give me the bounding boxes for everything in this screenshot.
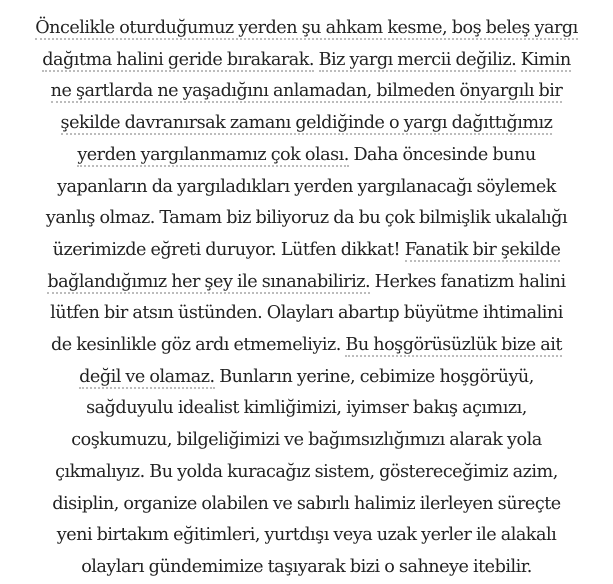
text-line xyxy=(2,489,611,521)
text-line xyxy=(2,298,611,330)
text-line xyxy=(2,362,611,394)
text-segment: yapanların da yargıladıkları yerden yargılanacağı söylemek xyxy=(57,176,556,197)
text-line xyxy=(2,203,611,235)
text-line xyxy=(2,140,611,172)
text-line xyxy=(2,45,611,77)
text-segment: Bunların yerine, cebimize hoşgörüyü, xyxy=(214,366,534,387)
text-segment: coşkumuzu, bilgeliğimizi ve bağımsızlığımızı alarak yola xyxy=(71,430,542,451)
text-segment: de kesinlikle göz ardı etmemeliyiz. xyxy=(50,335,346,356)
highlighted-text-segment[interactable]: değil ve olamaz. xyxy=(79,366,215,387)
text-segment: çıkmalıyız. Bu yolda kuracağız sistem, göstereceğimiz azim, xyxy=(55,461,558,482)
highlighted-text-segment[interactable]: Öncelikle oturduğumuz yerden şu ahkam kesme, boş beleş yargı xyxy=(35,18,578,38)
highlighted-text-segment[interactable]: Kimin xyxy=(520,49,571,70)
highlighted-text-segment[interactable]: Bu hoşgörüsüzlük bize ait xyxy=(345,335,562,356)
highlighted-text-segment[interactable]: dağıtma halini geride bırakarak. xyxy=(42,49,314,70)
text-segment: lütfen bir atsın üstünden. Olayları abartıp büyütme ihtimalini xyxy=(50,303,563,324)
highlighted-text-segment[interactable]: bağlandığımız her şey ile sınanabiliriz. xyxy=(47,271,371,292)
text-segment: Daha öncesinde bunu xyxy=(348,144,536,165)
text-segment xyxy=(314,50,319,70)
text-line xyxy=(2,520,611,552)
highlighted-text-segment[interactable]: şekilde davranırsak zamanı geldiğinde o yargı dağıttığımız xyxy=(60,113,553,134)
text-segment: sağduyulu idealist kimliğimizi, iyimser bakış açımızı, xyxy=(86,398,527,419)
text-line xyxy=(2,172,611,204)
highlighted-text-segment[interactable]: Fanatik bir şekilde xyxy=(404,239,561,260)
text-line xyxy=(2,235,611,267)
text-line xyxy=(2,425,611,457)
text-line xyxy=(2,393,611,425)
highlighted-text-segment[interactable]: Biz yargı mercii değiliz. xyxy=(318,49,517,70)
text-line xyxy=(2,108,611,140)
text-segment: yeni birtakım eğitimleri, yurtdışı veya uzak yerler ile alakalı xyxy=(56,525,557,546)
text-line xyxy=(2,13,611,45)
text-segment: Herkes fanatizm halini xyxy=(370,271,566,292)
text-segment: yanlış olmaz. Tamam biz biliyoruz da bu çok bilmişlik ukalalığı xyxy=(45,208,568,229)
text-line xyxy=(2,267,611,299)
highlighted-text-segment[interactable]: yerden yargılanmamız çok olası. xyxy=(77,144,349,165)
text-line xyxy=(2,330,611,362)
text-line xyxy=(2,552,611,584)
text-line xyxy=(2,76,611,108)
text-segment: üzerimizde eğreti duruyor. Lütfen dikkat! xyxy=(52,239,405,260)
text-segment: disiplin, organize olabilen ve sabırlı halimiz ilerleyen süreçte xyxy=(52,493,561,514)
text-line xyxy=(2,457,611,489)
text-segment: olayları gündemimize taşıyarak bizi o sahneye itebilir. xyxy=(81,556,532,577)
highlighted-text-segment[interactable]: ne şartlarda ne yaşadığını anlamadan, bilmeden önyargılı bir xyxy=(50,81,563,102)
